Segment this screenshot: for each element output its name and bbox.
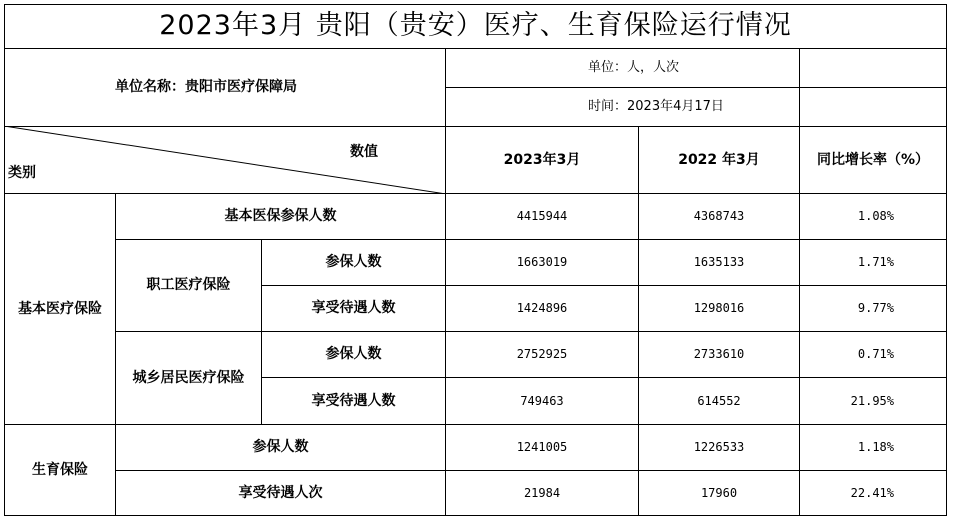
value-2022: 2733610 — [638, 331, 800, 378]
unit-info — [445, 48, 800, 88]
time-info — [445, 87, 800, 127]
group-urban-rural-medical: 城乡居民医疗保险 — [115, 331, 262, 425]
yoy-rate: 22.41% — [799, 470, 947, 516]
value-2022: 17960 — [638, 470, 800, 516]
value-2023: 1424896 — [445, 285, 639, 332]
value-2022: 4368743 — [638, 193, 800, 240]
value-header-label: 数值 — [350, 144, 378, 160]
row-label: 享受待遇人数 — [261, 377, 446, 425]
report-title: 2023年3月 贵阳（贵安）医疗、生育保险运行情况 — [4, 4, 947, 49]
unit-label: 单位： — [588, 60, 628, 76]
time-extra-cell — [799, 87, 947, 127]
yoy-rate: 1.18% — [799, 424, 947, 471]
row-label: 基本医保参保人数 — [115, 193, 446, 240]
col-header-2023: 2023年3月 — [445, 126, 639, 194]
row-label: 享受待遇人数 — [261, 285, 446, 332]
yoy-rate: 1.08% — [799, 193, 947, 240]
diagonal-divider-line — [4, 126, 446, 194]
yoy-rate: 1.71% — [799, 239, 947, 286]
value-2022: 1635133 — [638, 239, 800, 286]
row-label: 享受待遇人次 — [115, 470, 446, 516]
row-label: 参保人数 — [115, 424, 446, 471]
organization-name: 单位名称：贵阳市医疗保障局 — [4, 48, 446, 127]
col-header-rate: 同比增长率（%） — [799, 126, 947, 194]
group-basic-medical: 基本医疗保险 — [4, 193, 116, 425]
unit-extra-cell — [799, 48, 947, 88]
value-2023: 21984 — [445, 470, 639, 516]
value-2022: 1226533 — [638, 424, 800, 471]
value-2023: 4415944 — [445, 193, 639, 240]
row-label: 参保人数 — [261, 331, 446, 378]
category-header-label: 类别 — [8, 165, 36, 181]
value-2022: 1298016 — [638, 285, 800, 332]
yoy-rate: 9.77% — [799, 285, 947, 332]
time-label: 时间： — [588, 99, 628, 115]
value-2023: 749463 — [445, 377, 639, 425]
yoy-rate: 21.95% — [799, 377, 947, 425]
yoy-rate: 0.71% — [799, 331, 947, 378]
value-2023: 2752925 — [445, 331, 639, 378]
time-value: 2023年4月17日 — [627, 99, 724, 115]
value-2022: 614552 — [638, 377, 800, 425]
col-header-2022: 2022 年3月 — [638, 126, 800, 194]
group-maternity: 生育保险 — [4, 424, 116, 516]
value-2023: 1241005 — [445, 424, 639, 471]
unit-value: 人，人次 — [627, 60, 680, 76]
value-2023: 1663019 — [445, 239, 639, 286]
row-label: 参保人数 — [261, 239, 446, 286]
group-employee-medical: 职工医疗保险 — [115, 239, 262, 332]
